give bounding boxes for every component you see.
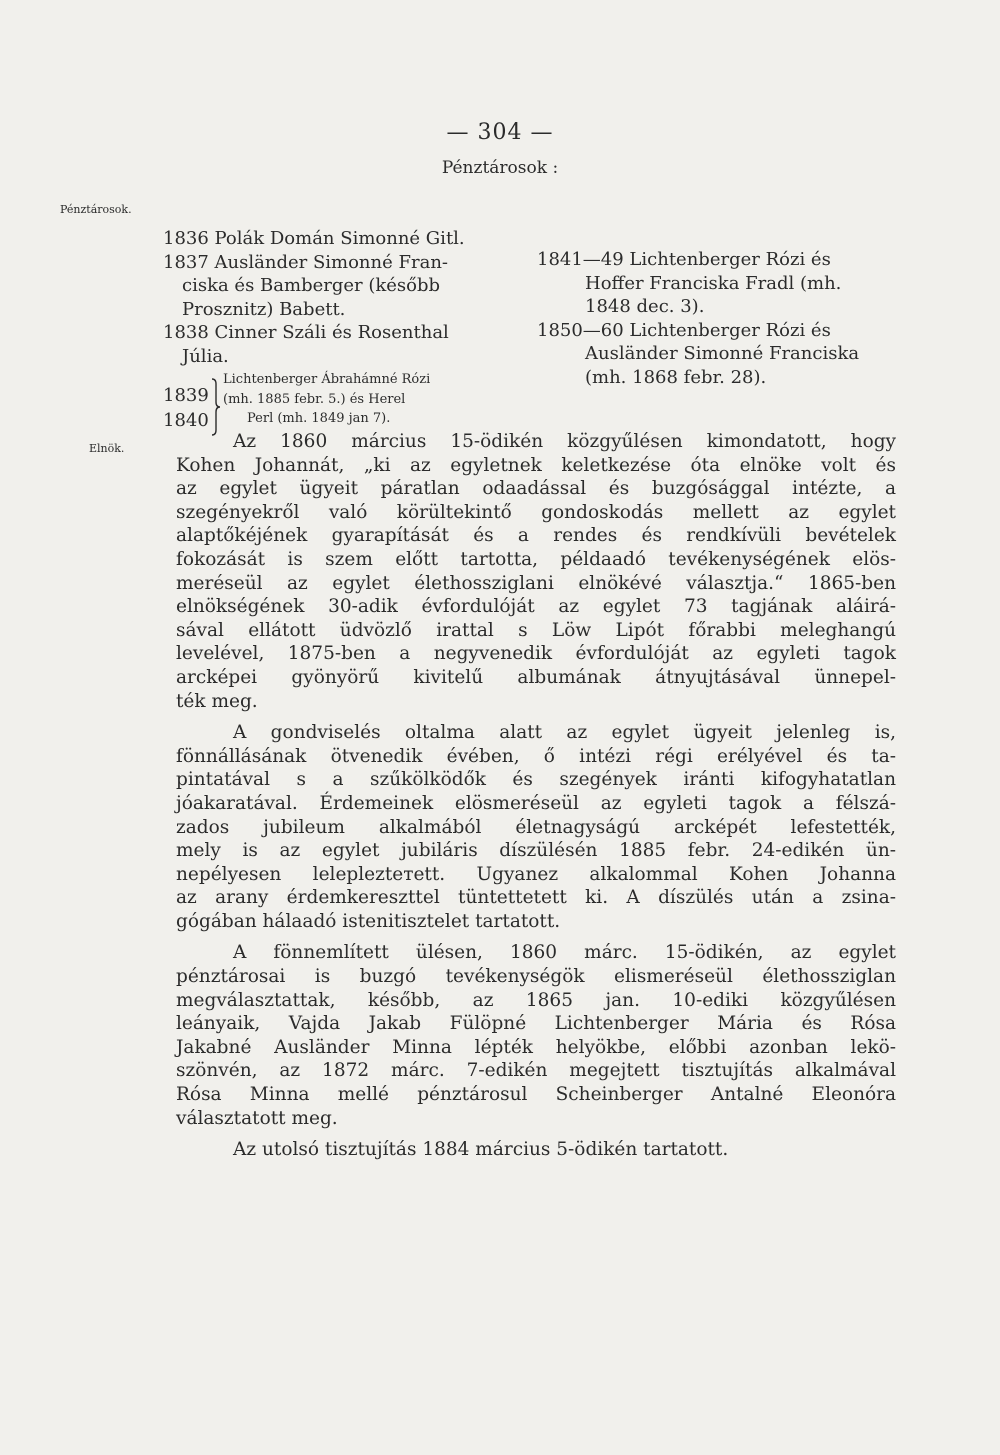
- list-line: Hoffer Franciska Fradl (mh.: [585, 272, 842, 294]
- cashiers-left-column: [163, 227, 523, 438]
- paragraph-line: választatott meg.: [176, 1107, 338, 1129]
- paragraph-line: az arany érdemkereszttel tüntettetett ki. A díszülés után a zsina-: [176, 887, 896, 909]
- paragraph-line: levelével, 1875-ben a negyvenedik évfordulóját az egyleti tagok: [176, 643, 896, 665]
- brace-line: Lichtenberger Ábrahámné Rózi: [223, 372, 431, 387]
- body-text: [176, 430, 896, 1162]
- list-line: 1837 Ausländer Simonné Fran-: [163, 251, 448, 273]
- brace-year: 1840: [163, 410, 209, 431]
- paragraph-line: ték meg.: [176, 690, 258, 712]
- paragraph-line: fokozását is szem előtt tartotta, példaadó tevékenységének elös-: [176, 548, 896, 570]
- paragraph-line: arcképei gyönyörű kivitelű albumának átnyujtásával ünnepel-: [176, 666, 896, 688]
- paragraph-line: leányaik, Vajda Jakab Fülöpné Lichtenberger Mária és Rósa: [176, 1013, 896, 1035]
- list-line: Prosznitz) Babett.: [182, 298, 346, 320]
- paragraph-line: zados jubileum alkalmából életnagyságú arcképét lefestették,: [176, 816, 896, 838]
- brace-entry: [163, 370, 523, 438]
- list-line: 1850—60 Lichtenberger Rózi és: [537, 319, 831, 341]
- curly-brace-icon: [209, 378, 221, 436]
- paragraph-line: Az 1860 március 15-ödikén közgyűlésen kimondatott, hogy: [233, 431, 896, 452]
- page-number: — 304 —: [446, 120, 554, 145]
- paragraph-line: Az utolsó tisztujítás 1884 március 5-ödikén tartatott.: [233, 1139, 729, 1161]
- paragraph-line: meréseül az egylet élethossziglani elnökévé választja.“ 1865-ben: [176, 572, 896, 594]
- list-line: (mh. 1868 febr. 28).: [585, 366, 767, 388]
- list-line: ciska és Bamberger (később: [182, 275, 441, 296]
- list-line: 1841—49 Lichtenberger Rózi és: [537, 249, 831, 270]
- paragraph-line: elnökségének 30-adik évfordulóját az egylet 73 tagjának aláirá-: [176, 596, 896, 618]
- list-line: 1848 dec. 3).: [585, 296, 705, 317]
- section-heading: Pénztárosok :: [441, 158, 559, 178]
- paragraph-line: pintatával s a szűkölködők és szegények iránti kifogyhatatlan: [176, 769, 896, 791]
- brace-line: (mh. 1885 febr. 5.) és Herel: [223, 391, 406, 407]
- paragraph-line: A fönnemlített ülésen, 1860 márc. 15-ödikén, az egylet: [233, 942, 896, 964]
- paragraph-line: pénztárosai is buzgó tevékenységök elismeréseül élethossziglan: [176, 966, 896, 988]
- paragraph-line: gógában hálaadó istenitisztelet tartatott.: [176, 910, 561, 932]
- paragraph-line: nepélyesen leleplezteтett. Ugyanez alkalommal Kohen Johanna: [176, 863, 896, 885]
- brace-years: [163, 383, 209, 433]
- brace-year: 1839: [163, 385, 209, 406]
- paragraph-line: az egylet ügyeit páratlan odaadással és buzgósággal intézte, a: [176, 478, 896, 500]
- paragraph-line: alaptőkéjének gyarapítását és a rendes és rendkívüli bevételek: [176, 525, 896, 547]
- margin-note-cashiers: Pénztárosok.: [60, 203, 132, 216]
- paragraph-line: sával ellátott üdvözlő irattal s Löw Lipót főrabbi meleghangú: [176, 619, 896, 641]
- brace-text: [223, 370, 430, 429]
- paragraph-line: A gondviselés oltalma alatt az egylet ügyeit jelenleg is,: [233, 722, 896, 744]
- paragraph-line: Rósa Minna mellé pénztárosul Scheinberger Antalné Eleonóra: [176, 1084, 896, 1106]
- paragraph-line: mely is az egylet jubiláris díszülésén 1885 febr. 24-edikén ün-: [176, 840, 896, 862]
- paragraph-line: megválasztattak, később, az 1865 jan. 10-ediki közgyűlésen: [176, 989, 896, 1011]
- paragraph-line: Jakabné Ausländer Minna lépték helyökbe, előbbi azonban lekö-: [176, 1036, 896, 1058]
- paragraph-line: Kohen Johannát, „ki az egyletnek keletkezése óta elnöke volt és: [176, 454, 896, 476]
- paragraph-line: jóakaratával. Érdemeinek elösmeréseül az egyleti tagok a félszá-: [176, 792, 896, 814]
- paragraph-line: szönvén, az 1872 márc. 7-edikén megejtett tisztujítás alkalmával: [176, 1060, 896, 1082]
- paragraph-line: fönnállásának ötvenedik évében, ő intézi régi erélyével és ta-: [176, 745, 896, 767]
- list-line: 1838 Cinner Száli és Rosenthal: [163, 322, 449, 343]
- list-line: Ausländer Simonné Franciska: [585, 343, 860, 364]
- brace-line: Perl (mh. 1849 jan 7).: [247, 411, 391, 426]
- margin-note-presidents: Elnök.: [89, 442, 125, 455]
- list-line: Júlia.: [182, 345, 229, 367]
- paragraph-line: szegényekről való körültekintő gondoskodás mellett az egylet: [176, 501, 896, 523]
- cashiers-right-column: [537, 248, 887, 389]
- list-line: 1836 Polák Domán Simonné Gitl.: [163, 228, 465, 249]
